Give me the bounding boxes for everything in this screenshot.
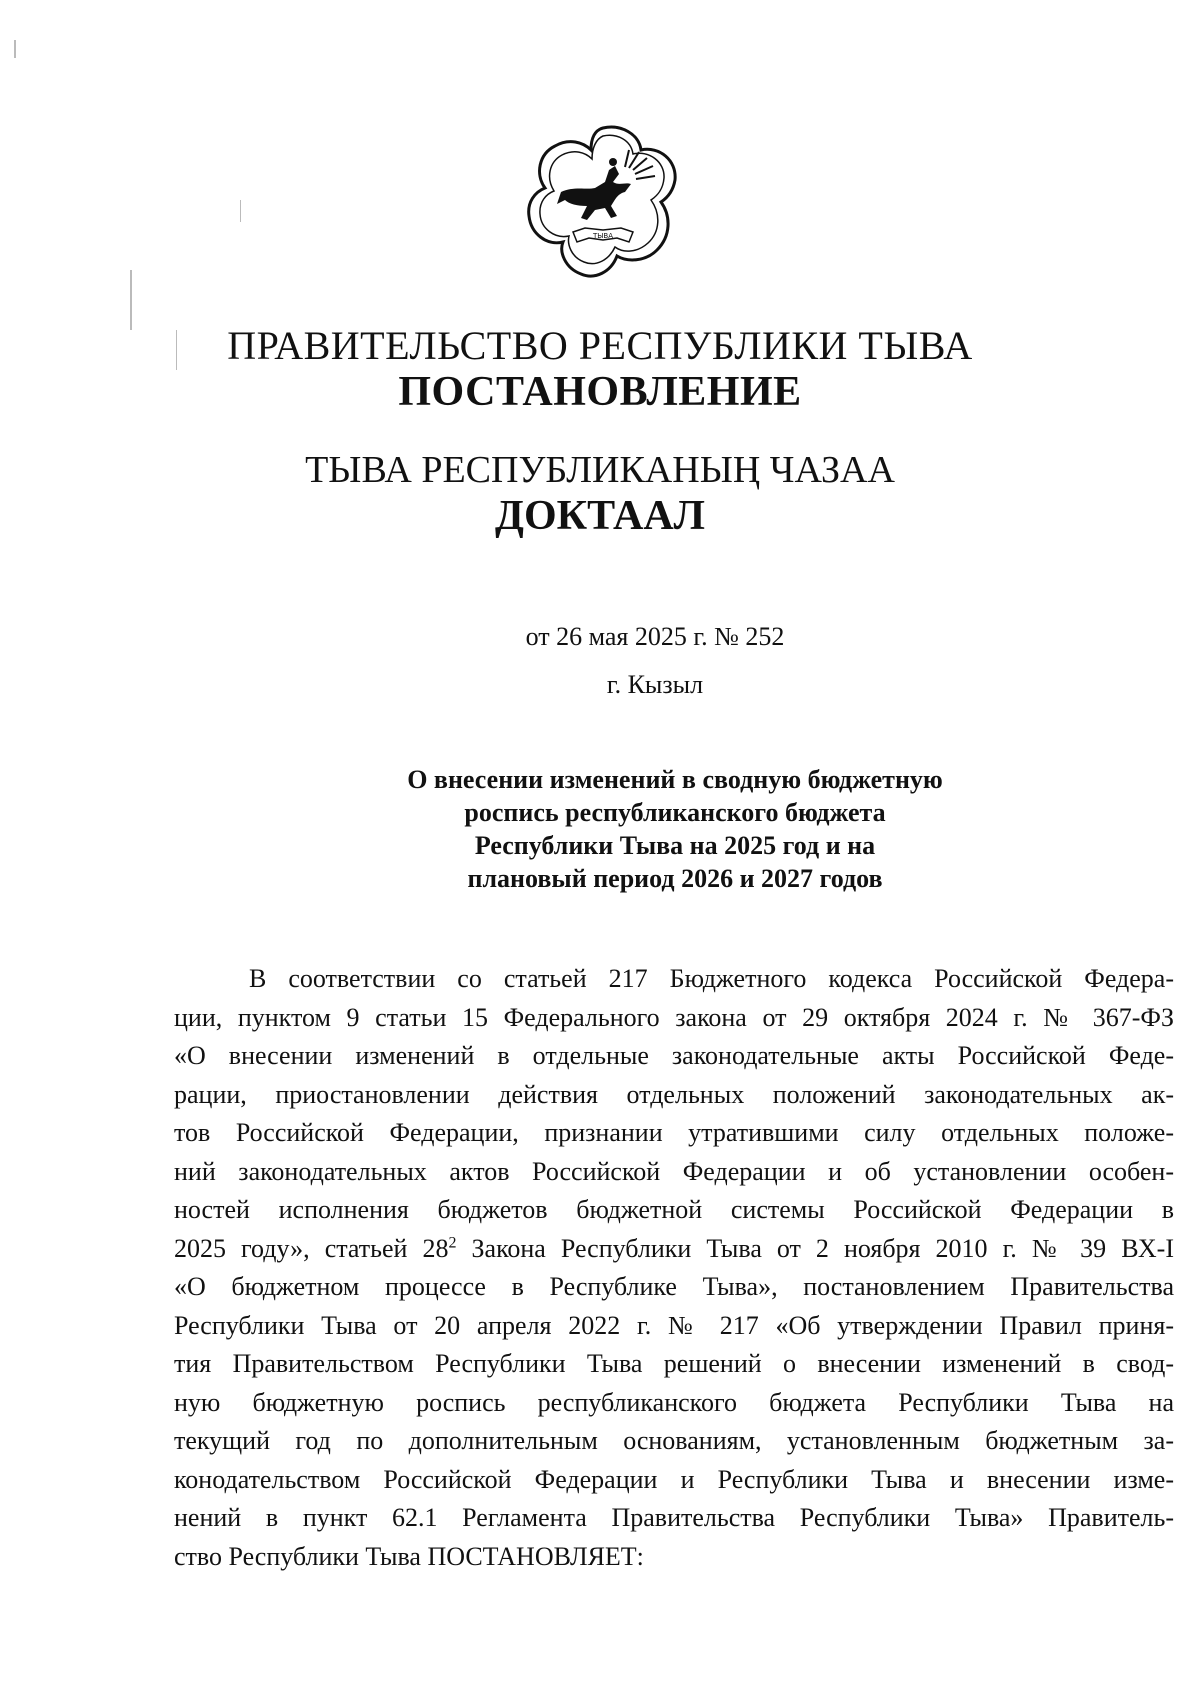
- body-line: «О бюджетном процессе в Республике Тыва», постановлением Правительства: [174, 1272, 1174, 1301]
- body-line: тия Правительством Республики Тыва решений о внесении изменений в свод-: [174, 1349, 1174, 1378]
- emblem-label: ТЫВА: [592, 232, 614, 240]
- superscript: 2: [448, 1233, 457, 1251]
- scan-artifact: [130, 270, 132, 330]
- scan-artifact: [14, 40, 16, 58]
- body-line: рации, приостановлении действия отдельных положений законодательных ак-: [174, 1079, 1174, 1109]
- body-line: конодательством Российской Федерации и Республики Тыва и внесении изме-: [174, 1464, 1174, 1494]
- document-city: г. Кызыл: [606, 670, 704, 699]
- body-line: В соответствии со статьей 217 Бюджетного кодекса Российской Федера-: [249, 964, 1174, 993]
- body-line: Республики Тыва от 20 апреля 2022 г. № 217 «Об утверждении Правил приня-: [174, 1310, 1174, 1340]
- document-title: [360, 763, 990, 895]
- document-type-tyv: ДОКТААЛ: [495, 493, 705, 539]
- body-line: ностей исполнения бюджетов бюджетной системы Российской Федерации в: [174, 1195, 1174, 1224]
- body-line-part: 2025 году», статьей 28: [174, 1233, 449, 1263]
- body-line: ции, пунктом 9 статьи 15 Федерального закона от 29 октября 2024 г. № 367-ФЗ: [174, 1002, 1174, 1032]
- body-line: ний законодательных актов Российской Федерации и об установлении особен-: [174, 1156, 1174, 1186]
- scan-artifact: [176, 330, 177, 370]
- body-line: ство Республики Тыва ПОСТАНОВЛЯЕТ:: [174, 1541, 644, 1571]
- document-type-ru: ПОСТАНОВЛЕНИЕ: [398, 369, 802, 415]
- title-line: плановый период 2026 и 2027 годов: [467, 864, 883, 893]
- title-line: О внесении изменений в сводную бюджетную: [407, 765, 943, 794]
- body-line: нений в пункт 62.1 Регламента Правительства Республики Тыва» Правитель-: [174, 1503, 1174, 1532]
- body-line: текущий год по дополнительным основаниям, установленным бюджетным за-: [174, 1426, 1174, 1455]
- scan-artifact: [240, 200, 241, 222]
- government-name-ru: ПРАВИТЕЛЬСТВО РЕСПУБЛИКИ ТЫВА: [227, 323, 973, 368]
- document-date-number: от 26 мая 2025 г. № 252: [525, 622, 785, 651]
- body-line: «О внесении изменений в отдельные законодательные акты Российской Феде-: [174, 1041, 1174, 1070]
- document-body: [174, 960, 1174, 1576]
- title-line: роспись республиканского бюджета: [464, 798, 886, 827]
- body-line-part: Закона Республики Тыва от 2 ноября 2010 г. № 39 ВХ-I: [456, 1233, 1174, 1263]
- coat-of-arms-icon: [521, 120, 686, 285]
- body-line: [174, 1230, 1174, 1269]
- body-line: ную бюджетную роспись республиканского бюджета Республики Тыва на: [174, 1387, 1174, 1417]
- government-name-tyv: ТЫВА РЕСПУБЛИКАНЫҢ ЧАЗАА: [305, 449, 895, 491]
- body-line: тов Российской Федерации, признании утратившими силу отдельных положе-: [174, 1118, 1174, 1147]
- title-line: Республики Тыва на 2025 год и на: [474, 831, 876, 860]
